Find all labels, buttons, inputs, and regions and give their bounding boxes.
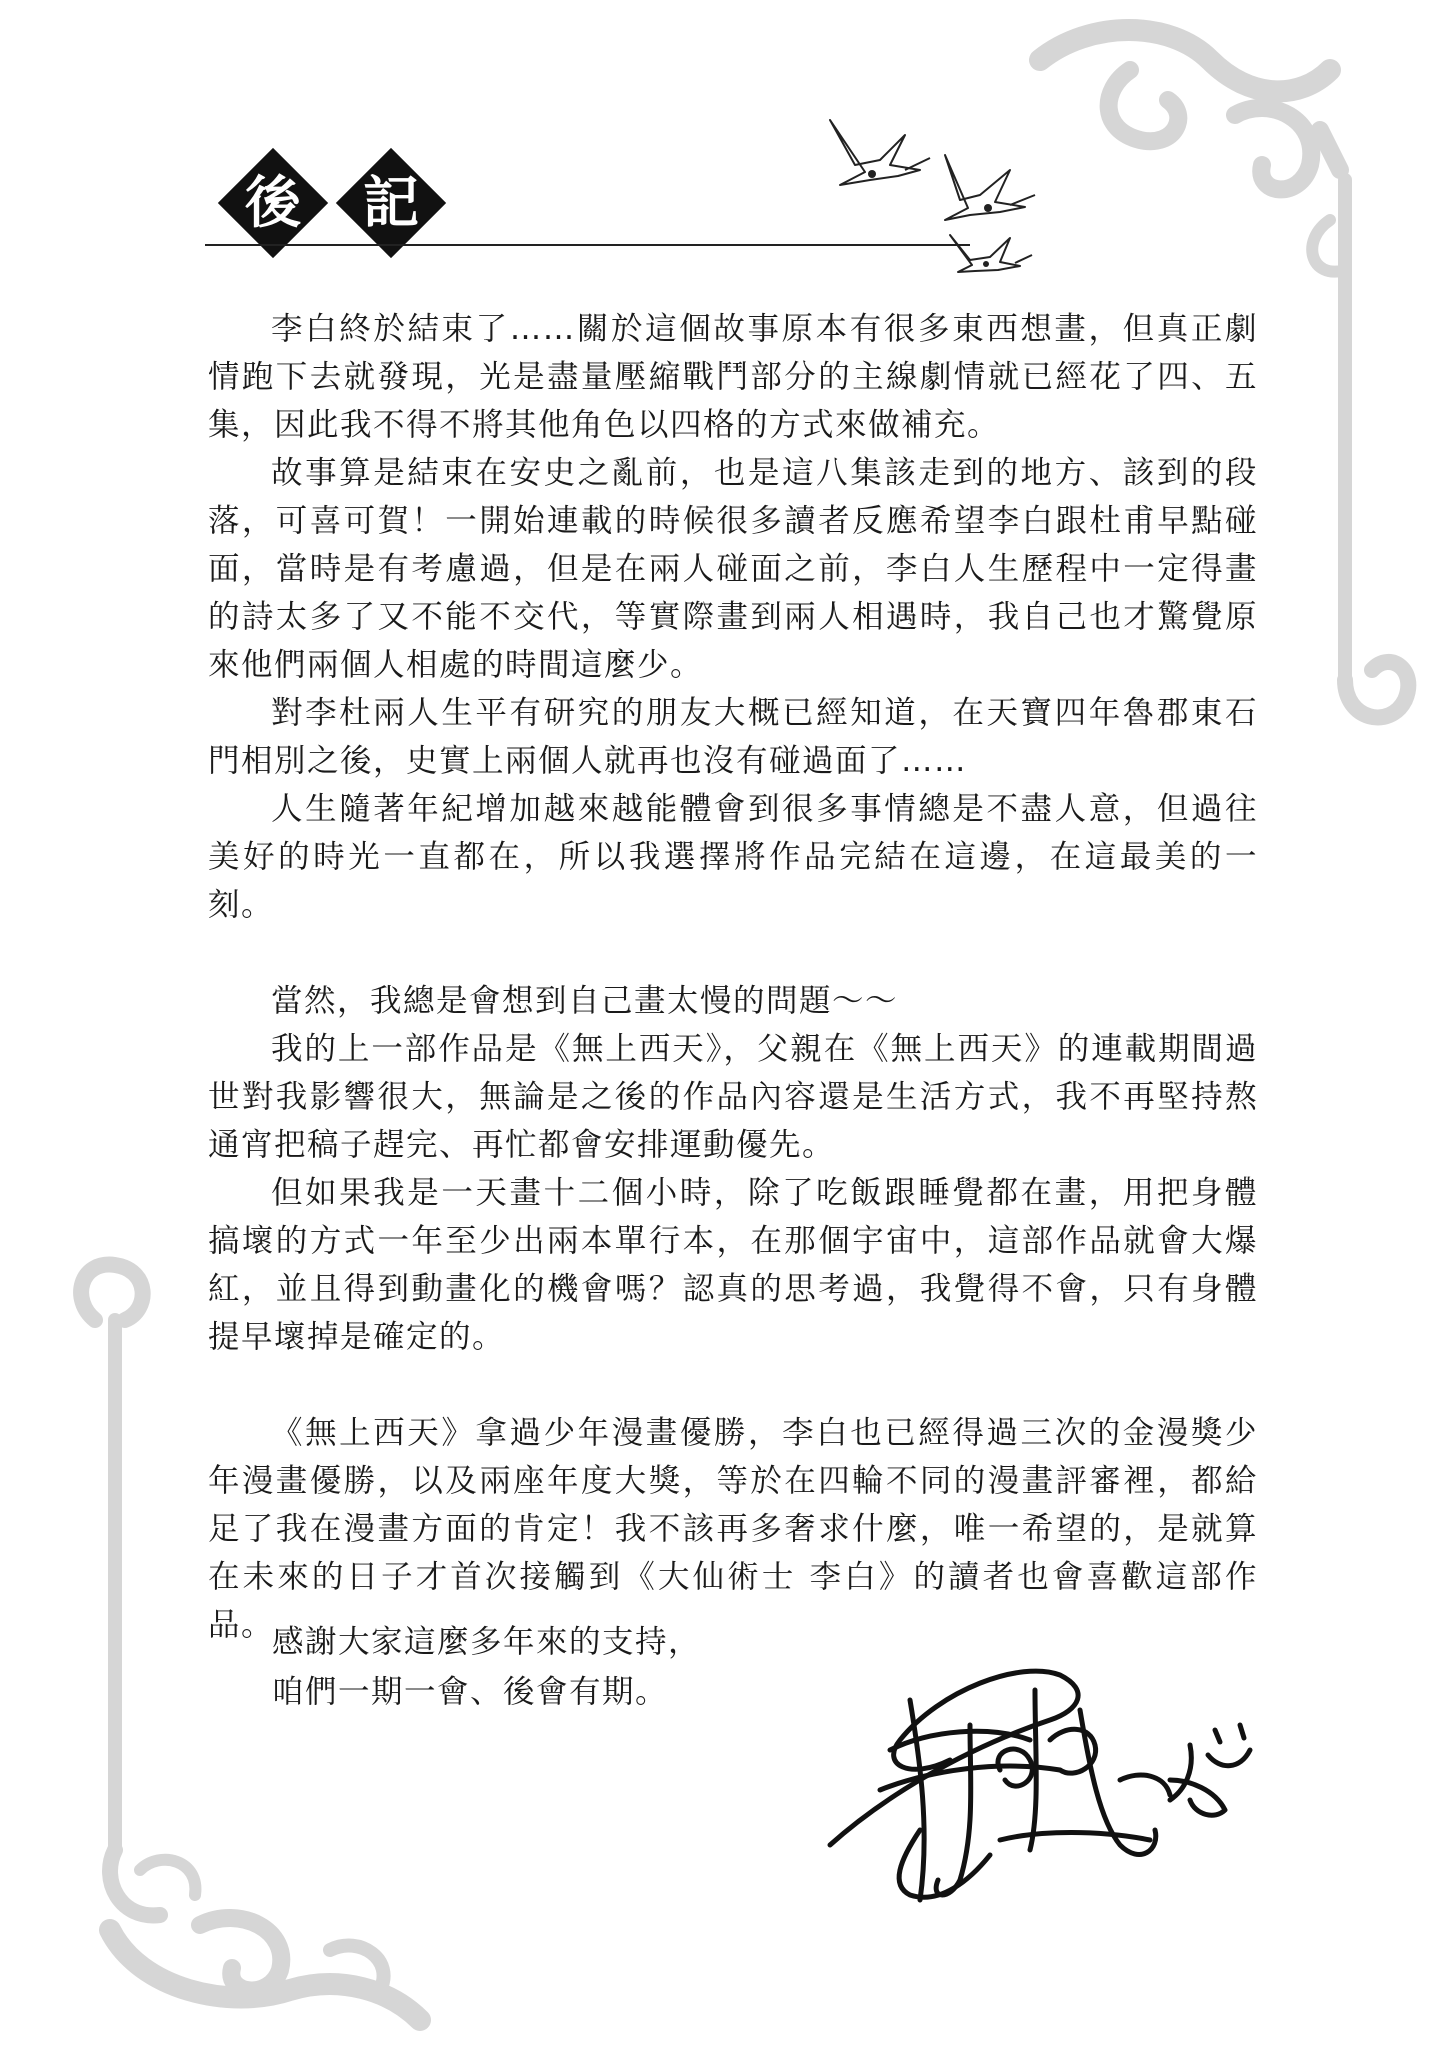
handwritten-signature-icon xyxy=(820,1630,1260,1920)
paragraph: 我的上一部作品是《無上西天》，父親在《無上西天》的連載期間過世對我影響很大，無論是之後的作品內容還是生活方式，我不再堅持熬通宵把稿子趕完、再忙都會安排運動優先。 xyxy=(208,1031,1258,1163)
paragraph: 人生隨著年紀增加越來越能體會到很多事情總是不盡人意，但過往美好的時光一直都在，所以我選擇將作品完結在這邊，在這最美的一刻。 xyxy=(208,791,1258,923)
flying-cranes-icon xyxy=(810,110,1050,280)
paragraph: 《無上西天》拿過少年漫畫優勝，李白也已經得過三次的金漫獎少年漫畫優勝，以及兩座年度大獎，等於在四輪不同的漫畫評審裡，都給足了我在漫畫方面的肯定！我不該再多奢求什麼，唯一希望的，是就算在未來的日子才首次接觸到《大仙術士 李白》的讀者也會喜歡這部作品。 xyxy=(208,1415,1258,1643)
closing-line: 感謝大家這麼多年來的支持， xyxy=(272,1624,702,1660)
title-char-diamond xyxy=(336,148,446,258)
paragraph: 但如果我是一天畫十二個小時，除了吃飯跟睡覺都在畫，用把身體搞壞的方式一年至少出兩本單行本，在那個宇宙中，這部作品就會大爆紅，並且得到動畫化的機會嗎？認真的思考過，我覺得不會，只有身體提早壞掉是確定的。 xyxy=(208,1175,1258,1355)
paragraph: 對李杜兩人生平有研究的朋友大概已經知道，在天寶四年魯郡東石門相別之後，史實上兩個人就再也沒有碰過面了…… xyxy=(208,695,1258,779)
title-char: 記 xyxy=(363,170,419,236)
paragraph: 李白終於結束了……關於這個故事原本有很多東西想畫，但真正劇情跑下去就發現，光是盡量壓縮戰鬥部分的主線劇情就已經花了四、五集，因此我不得不將其他角色以四格的方式來做補充。 xyxy=(208,311,1258,443)
closing-line: 咱們一期一會、後會有期。 xyxy=(272,1674,669,1710)
title-char-diamond xyxy=(218,148,328,258)
paragraph: 故事算是結束在安史之亂前，也是這八集該走到的地方、該到的段落，可喜可賀！一開始連載的時候很多讀者反應希望李白跟杜甫早點碰面，當時是有考慮過，但是在兩人碰面之前，李白人生歷程中一定得畫的詩太多了又不能不交代，等實際畫到兩人相遇時，我自己也才驚覺原來他們兩個人相處的時間這麼少。 xyxy=(208,455,1258,683)
paragraph: 當然，我總是會想到自己畫太慢的問題～～ xyxy=(271,983,899,1019)
afterword-body xyxy=(208,305,1258,1649)
title-char: 後 xyxy=(245,170,301,236)
closing-lines xyxy=(272,1617,701,1717)
